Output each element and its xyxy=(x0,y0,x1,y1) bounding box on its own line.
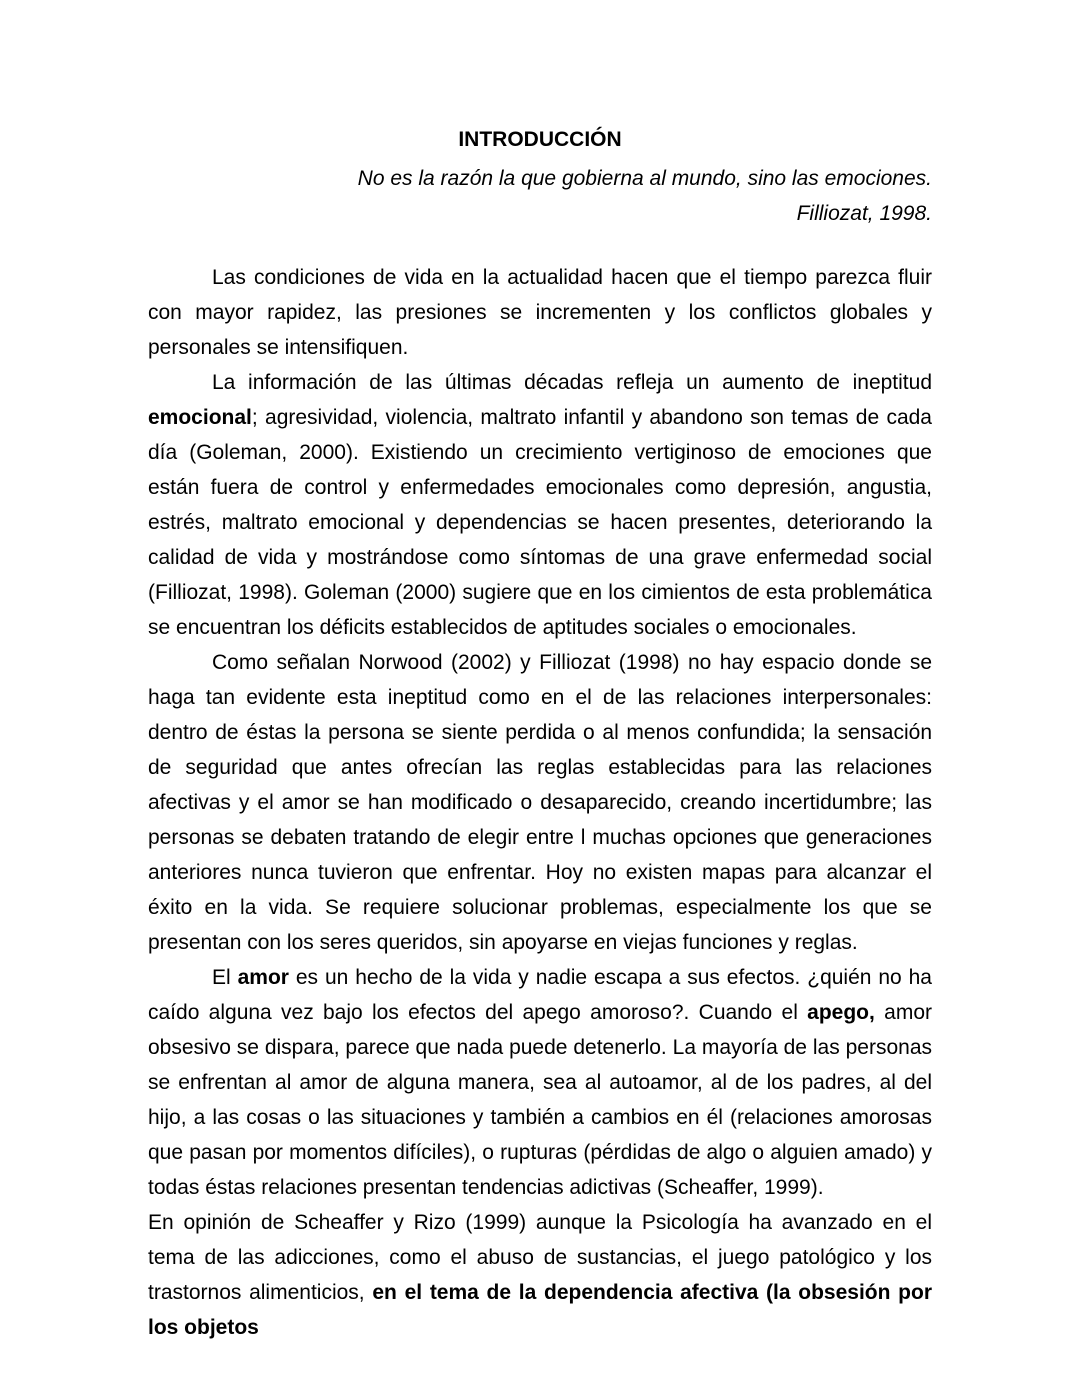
paragraph-bold-segment: amor xyxy=(237,966,289,989)
paragraph-segment: La información de las últimas décadas refleja un aumento de ineptitud xyxy=(212,371,932,394)
paragraph-segment: ; agresividad, violencia, maltrato infantil y abandono son temas de cada día (Goleman, 2000). Existiendo un crecimiento vertiginoso de emociones que están fuera de control y enfermedades emocionales como depresión, angustia, estrés, maltrato emocional y dependencias se hacen presentes, deteriorando la calidad de vida y mostrándose como síntomas de una grave enfermedad social (Filliozat, 1998). Goleman (2000) sugiere que en los cimientos de esta problemática se encuentran los déficits establecidos de aptitudes sociales o emocionales. xyxy=(148,406,932,639)
paragraph xyxy=(148,645,932,960)
paragraph-segment: es un hecho de la vida y nadie escapa a sus efectos. ¿quién no ha caído alguna vez bajo los efectos del apego amoroso?. Cuando el xyxy=(148,966,932,1024)
page-title: INTRODUCCIÓN xyxy=(458,128,622,151)
document-paragraphs xyxy=(148,260,932,1345)
paragraph xyxy=(148,1205,932,1345)
paragraph-bold-segment: emocional xyxy=(148,406,252,429)
paragraph xyxy=(148,960,932,1205)
epigraph xyxy=(148,161,932,231)
paragraph-segment: amor obsesivo se dispara, parece que nada puede detenerlo. La mayoría de las personas se enfrentan al amor de alguna manera, sea al autoamor, al de los padres, al del hijo, a las cosas o las situaciones y también a cambios en él (relaciones amorosas que pasan por momentos difíciles), o rupturas (pérdidas de algo o alguien amado) y todas éstas relaciones presentan tendencias adictivas (Scheaffer, 1999). xyxy=(148,1001,932,1199)
paragraph-bold-segment: apego, xyxy=(807,1001,875,1024)
epigraph-quote: No es la razón la que gobierna al mundo, sino las emociones. xyxy=(357,167,932,190)
paragraph-segment: Como señalan Norwood (2002) y Filliozat (1998) no hay espacio donde se haga tan evidente esta ineptitud como en el de las relaciones interpersonales: dentro de éstas la persona se siente perdida o al menos confundida; la sensación de seguridad que antes ofrecían las reglas establecidas para las relaciones afectivas y el amor se han modificado o desaparecido, creando incertidumbre; las personas se debaten tratando de elegir entre l muchas opciones que generaciones anteriores nunca tuvieron que enfrentar. Hoy no existen mapas para alcanzar el éxito en la vida. Se requiere solucionar problemas, especialmente los que se presentan con los seres queridos, sin apoyarse en viejas funciones y reglas. xyxy=(148,651,932,954)
paragraph-segment: En opinión de Scheaffer y Rizo (1999) aunque la Psicología ha avanzado en el tema de las adicciones, como el abuso de sustancias, el juego patológico y los trastornos alimenticios, xyxy=(148,1211,932,1304)
epigraph-attribution: Filliozat, 1998. xyxy=(796,202,932,225)
paragraph xyxy=(148,260,932,365)
paragraph-segment: Las condiciones de vida en la actualidad hacen que el tiempo parezca fluir con mayor rapidez, las presiones se incrementen y los conflictos globales y personales se intensifiquen. xyxy=(148,266,932,359)
paragraph-bold-segment: en el tema de la dependencia afectiva (la obsesión por los objetos xyxy=(148,1281,932,1339)
paragraph-segment: El xyxy=(212,966,238,989)
paragraph xyxy=(148,365,932,645)
